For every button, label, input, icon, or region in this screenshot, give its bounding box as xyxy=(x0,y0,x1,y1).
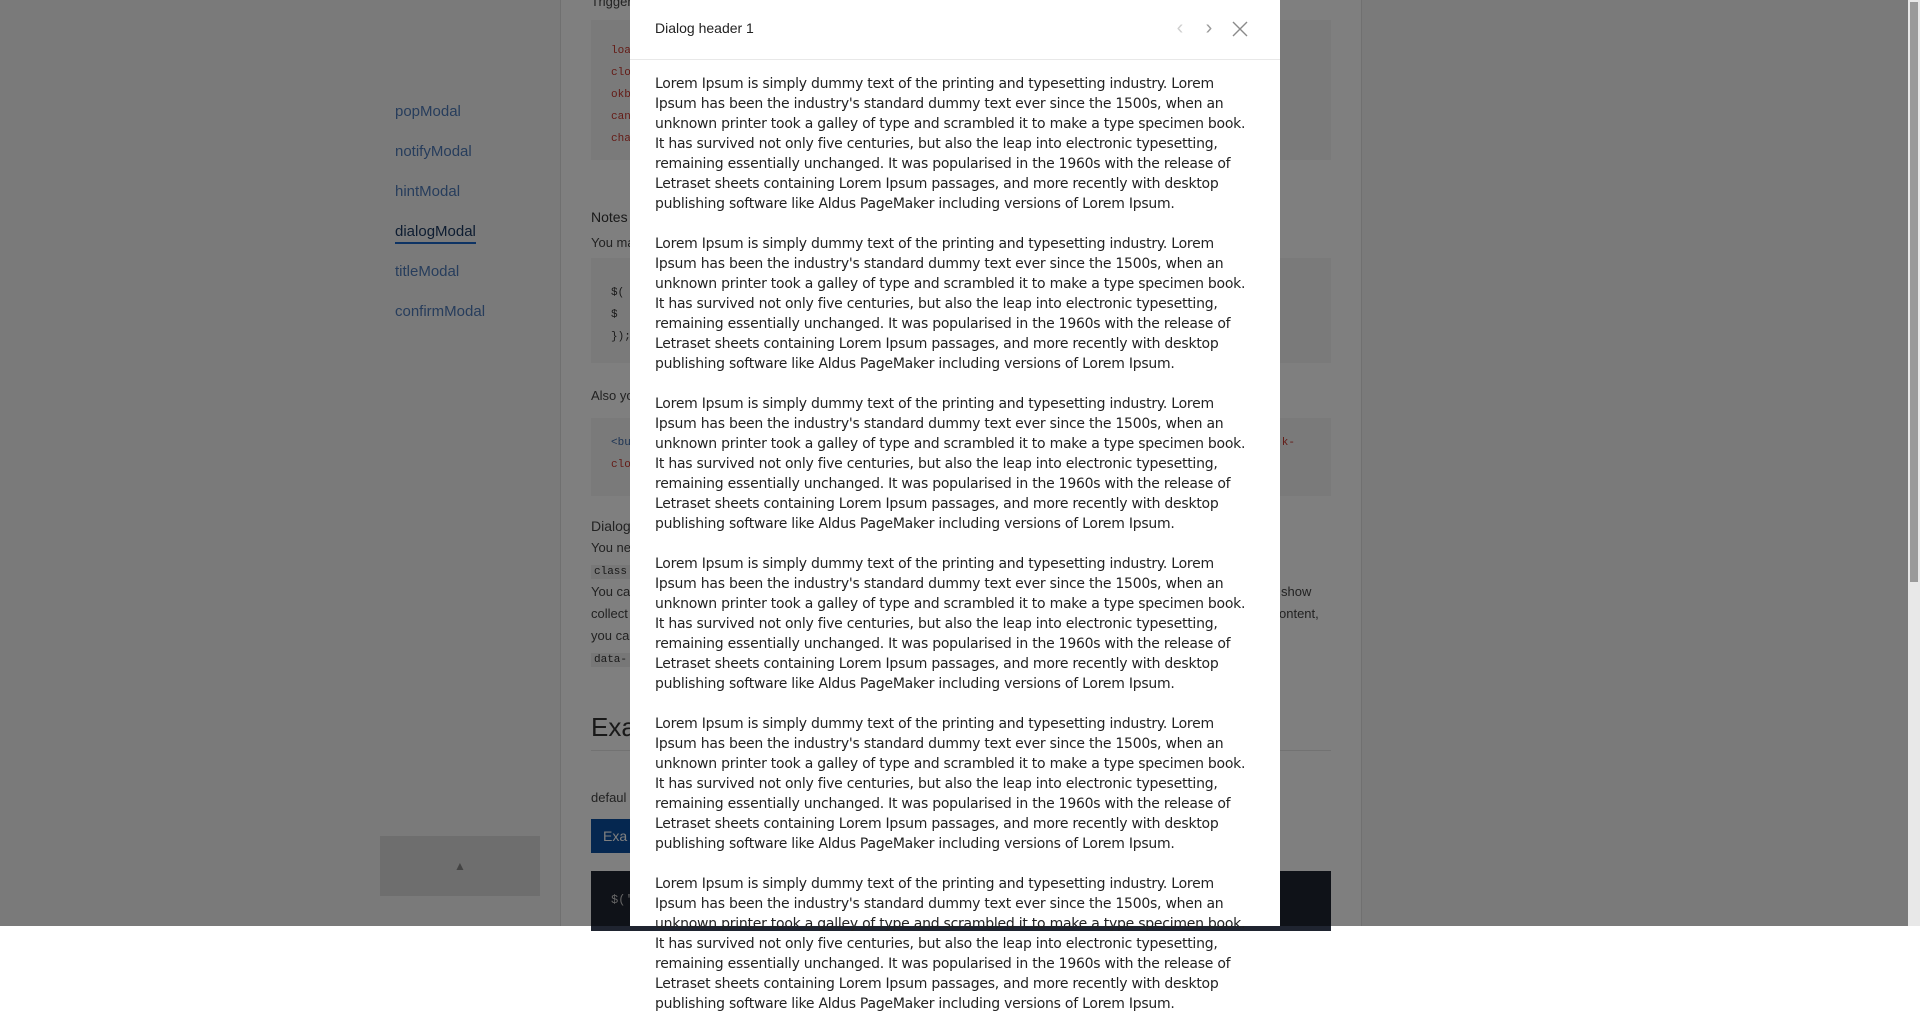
dialog-header xyxy=(630,0,1280,60)
chevron-left-icon[interactable]: ‹ xyxy=(1176,17,1184,39)
close-icon[interactable] xyxy=(1229,18,1251,40)
dialog-paragraph: Lorem Ipsum is simply dummy text of the printing and typesetting industry. Lorem Ipsum has been the industry's standard dummy text ever since the 1500s, when an unknown printer took a galley of type and scrambled it to make a type specimen book. It has survived not only five centuries, but also the leap into electronic typesetting, remaining essentially unchanged. It was popularised in the 1960s with the release of Letraset sheets containing Lorem Ipsum passages, and more recently with desktop publishing software like Aldus PageMaker including versions of Lorem Ipsum. xyxy=(655,396,1246,532)
dialog-paragraph: Lorem Ipsum is simply dummy text of the printing and typesetting industry. Lorem Ipsum has been the industry's standard dummy text ever since the 1500s, when an unknown printer took a galley of type and scrambled it to make a type specimen book. It has survived not only five centuries, but also the leap into electronic typesetting, remaining essentially unchanged. It was popularised in the 1960s with the release of Letraset sheets containing Lorem Ipsum passages, and more recently with desktop publishing software like Aldus PageMaker including versions of Lorem Ipsum. xyxy=(655,236,1246,372)
dialog-paragraph: Lorem Ipsum is simply dummy text of the printing and typesetting industry. Lorem Ipsum has been the industry's standard dummy text ever since the 1500s, when an unknown printer took a galley of type and scrambled it to make a type specimen book. It has survived not only five centuries, but also the leap into electronic typesetting, remaining essentially unchanged. It was popularised in the 1960s with the release of Letraset sheets containing Lorem Ipsum passages, and more recently with desktop publishing software like Aldus PageMaker including versions of Lorem Ipsum. xyxy=(655,716,1246,852)
dialog-paragraph: Lorem Ipsum is simply dummy text of the printing and typesetting industry. Lorem Ipsum has been the industry's standard dummy text ever since the 1500s, when an unknown printer took a galley of type and scrambled it to make a type specimen book. It has survived not only five centuries, but also the leap into electronic typesetting, remaining essentially unchanged. It was popularised in the 1960s with the release of Letraset sheets containing Lorem Ipsum passages, and more recently with desktop publishing software like Aldus PageMaker including versions of Lorem Ipsum. xyxy=(655,556,1246,692)
dialog-paragraph: Lorem Ipsum is simply dummy text of the printing and typesetting industry. Lorem Ipsum has been the industry's standard dummy text ever since the 1500s, when an unknown printer took a galley of type and scrambled it to make a type specimen book. It has survived not only five centuries, but also the leap into electronic typesetting, remaining essentially unchanged. It was popularised in the 1960s with the release of Letraset sheets containing Lorem Ipsum passages, and more recently with desktop publishing software like Aldus PageMaker including versions of Lorem Ipsum. xyxy=(655,76,1246,212)
page-scrollbar[interactable] xyxy=(1908,0,1920,926)
dialog-modal xyxy=(630,0,1280,1012)
dialog-paragraph: Lorem Ipsum is simply dummy text of the printing and typesetting industry. Lorem Ipsum has been the industry's standard dummy text ever since the 1500s, when an unknown printer took a galley of type and scrambled it to make a type specimen book. It has survived not only five centuries, but also the leap into electronic typesetting, remaining essentially unchanged. It was popularised in the 1960s with the release of Letraset sheets containing Lorem Ipsum passages, and more recently with desktop publishing software like Aldus PageMaker including versions of Lorem Ipsum. xyxy=(655,876,1246,1012)
dialog-title: Dialog header 1 xyxy=(655,20,754,36)
dialog-body[interactable] xyxy=(655,74,1255,1012)
chevron-right-icon[interactable]: › xyxy=(1205,17,1213,39)
scrollbar-thumb[interactable] xyxy=(1910,2,1918,582)
